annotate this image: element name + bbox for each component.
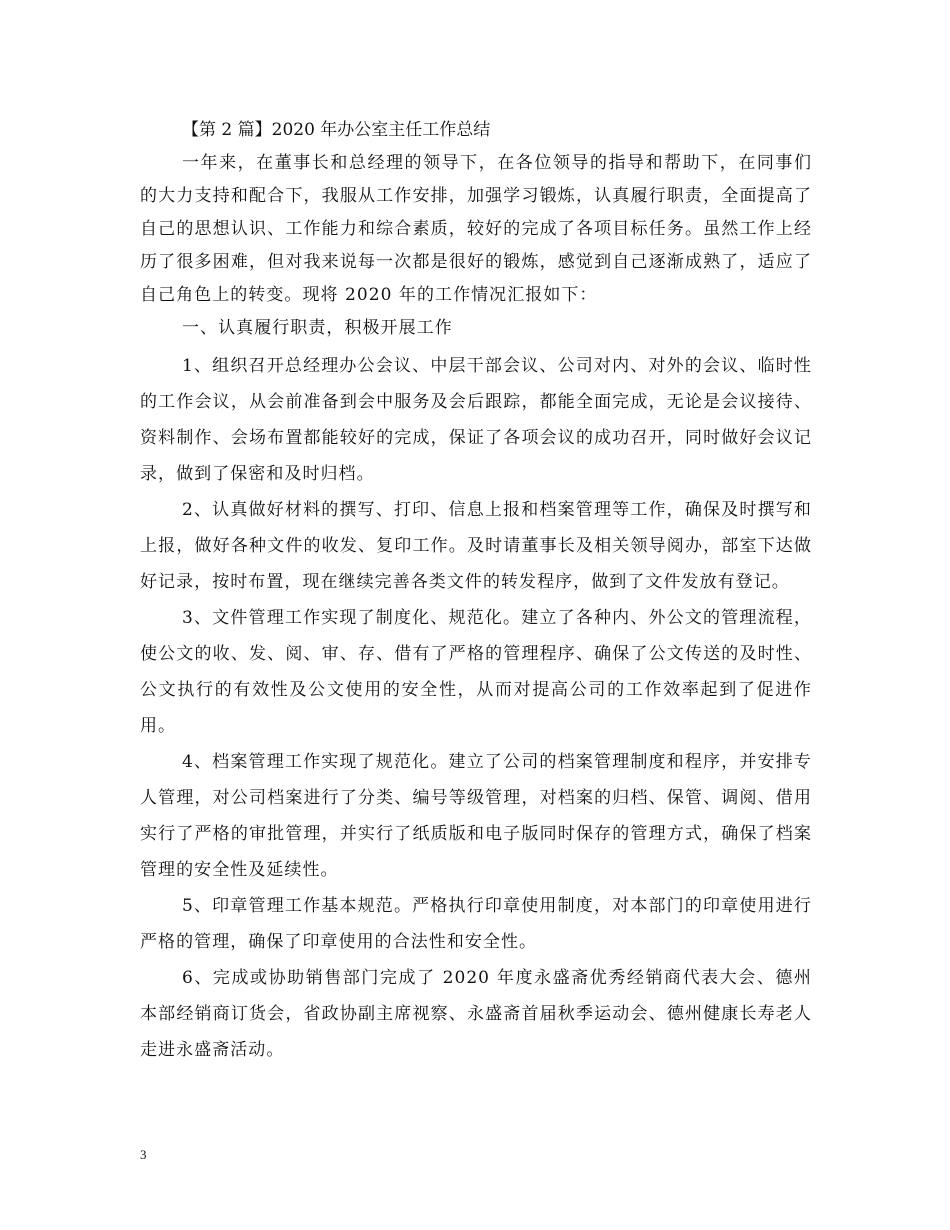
paragraph-item-2: 2、认真做好材料的撰写、打印、信息上报和档案管理等工作，确保及时撰写和上报，做好各种文件的收发、复印工作。及时请董事长及相关领导阅办，部室下达做好记录，按时布置，现在继续完善各类文件的转发程序，做到了文件发放有登记。 (140, 500, 812, 592)
paragraph-item-3: 3、文件管理工作实现了制度化、规范化。建立了各种内、外公文的管理流程，使公文的收、发、阅、审、存、借有了严格的管理程序、确保了公文传送的及时性、公文执行的有效性及公文使用的安全性，从而对提高公司的工作效率起到了促进作用。 (140, 608, 812, 736)
document-body (140, 113, 812, 1068)
paragraph-item-4: 4、档案管理工作实现了规范化。建立了公司的档案管理制度和程序，并安排专人管理，对公司档案进行了分类、编号等级管理，对档案的归档、保管、调阅、借用实行了严格的审批管理，并实行了纸质版和电子版同时保存的管理方式，确保了档案管理的安全性及延续性。 (140, 752, 812, 880)
page-number: 3 (140, 1147, 147, 1162)
paragraph-item-6: 6、完成或协助销售部门完成了 2020 年度永盛斋优秀经销商代表大会、德州本部经销商订货会，省政协副主席视察、永盛斋首届秋季运动会、德州健康长寿老人走进永盛斋活动。 (140, 968, 812, 1060)
document-title: 【第 2 篇】2020 年办公室主任工作总结 (182, 120, 491, 140)
intro-paragraph: 一年来，在董事长和总经理的领导下，在各位领导的指导和帮助下，在同事们的大力支持和配合下，我服从工作安排，加强学习锻炼，认真履行职责，全面提高了自己的思想认识、工作能力和综合素质，较好的完成了各项目标任务。虽然工作上经历了很多困难，但对我来说每一次都是很好的锻炼，感觉到自己逐渐成熟了，适应了自己角色上的转变。现将 2020 年的工作情况汇报如下： (140, 153, 812, 305)
paragraph-item-1: 1、组织召开总经理办公会议、中层干部会议、公司对内、对外的会议、临时性的工作会议，从会前准备到会中服务及会后跟踪，都能全面完成，无论是会议接待、资料制作、会场布置都能较好的完成，保证了各项会议的成功召开，同时做好会议记录，做到了保密和及时归档。 (140, 356, 812, 484)
section-heading: 一、认真履行职责，积极开展工作 (182, 318, 453, 338)
paragraph-item-5: 5、印章管理工作基本规范。严格执行印章使用制度，对本部门的印章使用进行严格的管理，确保了印章使用的合法性和安全性。 (140, 896, 812, 952)
